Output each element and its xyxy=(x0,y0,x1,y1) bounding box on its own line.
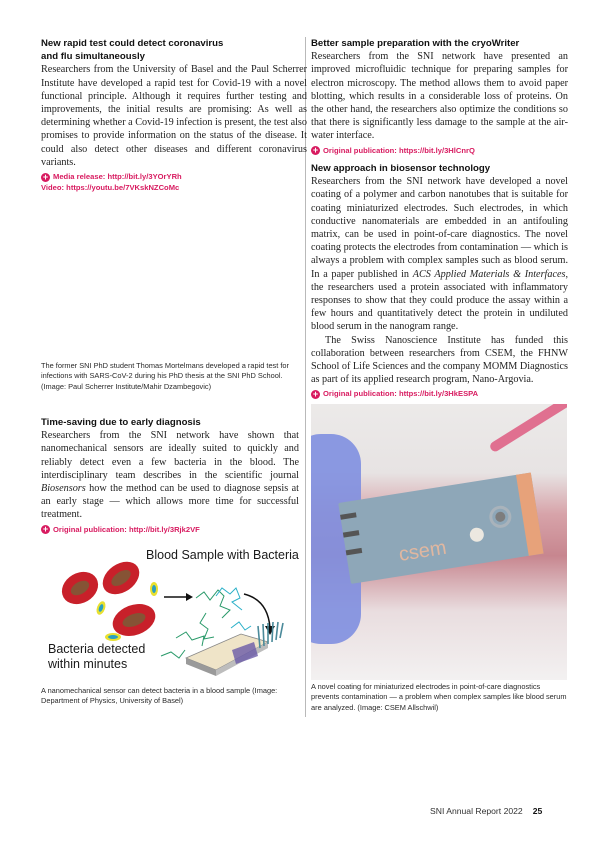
body-text: Researchers from the SNI network have shown that nanomechanical sensors are ideally suited to quickly and reliably detect even a few bacteria in the blood. The interdisciplinary team describes in the scientific journal xyxy=(41,430,299,481)
article-rapid-test xyxy=(41,37,307,193)
title-line-2: and flu simultaneously xyxy=(41,51,145,63)
media-release-link[interactable] xyxy=(41,172,307,183)
article-title: New approach in biosensor technology xyxy=(311,163,491,174)
pipette-tip xyxy=(488,404,567,453)
article-body xyxy=(41,429,299,521)
csem-logo: csem xyxy=(397,536,449,566)
journal-name: Biosensors xyxy=(41,483,86,495)
plus-circle-icon: + xyxy=(312,389,319,400)
electrode-pad xyxy=(469,527,485,543)
video-link[interactable] xyxy=(41,183,307,194)
article-body-2: The Swiss Nanoscience Institute has funded this collaboration between researchers from CSEM, the FHNW School of Life Sciences and the company MOMM Diagnostics as part of its applied research program, Nano-Argovia. xyxy=(311,334,568,386)
diagram-title: Blood Sample with Bacteria xyxy=(146,548,299,562)
article-early-diagnosis xyxy=(41,416,299,535)
body-text: , the researchers used a protein associated with inflammatory responses to show that they could produce the assay within a few hours and quantitatively detect the protein in undiluted blood serum in the nanogram range. xyxy=(311,268,569,333)
body-text: how the method can be used to diagnose sepsis at an early stage — which allows more time for successful treatment. xyxy=(41,483,299,521)
link-text[interactable]: Original publication: https://bit.ly/3HlCnrQ xyxy=(323,145,475,155)
link-text[interactable]: Video: https://youtu.be/7VKskNZCoMc xyxy=(41,182,180,192)
page-footer xyxy=(430,806,542,816)
publication-link[interactable] xyxy=(311,146,568,157)
page-number: 25 xyxy=(532,806,543,816)
publication-link[interactable] xyxy=(41,525,299,536)
plus-circle-icon: + xyxy=(42,524,49,535)
caption-early-diagnosis: A nanomechanical sensor can detect bacteria in a blood sample (Image: Department of Physics, University of Basel) xyxy=(41,686,278,706)
article-cryowriter xyxy=(311,37,568,156)
publication-link[interactable] xyxy=(311,389,568,400)
link-text[interactable]: Original publication: http://bit.ly/3Rjk2VF xyxy=(53,524,200,534)
plus-circle-icon: + xyxy=(42,171,49,182)
right-column xyxy=(311,37,568,156)
article-body: Researchers from the SNI network have presented an improved microfluidic technique for preparing samples for electron microscopy. The method allows them to avoid paper blotting, which results in a considerable loss of proteins. On the other hand, the researchers also optimize the conditions so that there is significantly less damage to the sample at the air-water interface. xyxy=(311,51,568,142)
diagram-subtitle: Bacteria detected within minutes xyxy=(48,642,146,671)
plus-circle-icon: + xyxy=(312,145,319,156)
article-biosensor xyxy=(311,162,568,400)
article-body: Researchers from the University of Basel and the Paul Scherrer Institute have developed a rapid test for Covid-19 with a novel functional principle. Although it requires further testing and improvements, the initial results are promising: As well as determining whether a Covid-19 infection is present, the test also promises to provide information on the status of the disease. It could also detect other diseases and different coronavirus variants. xyxy=(41,64,307,168)
article-title: Time-saving due to early diagnosis xyxy=(41,417,201,428)
curved-arrow xyxy=(244,594,270,628)
article-title xyxy=(41,37,307,63)
electrode-strip xyxy=(338,473,543,584)
report-name: SNI Annual Report 2022 xyxy=(430,806,523,816)
link-text[interactable]: Original publication: https://bit.ly/3HkESPA xyxy=(323,389,479,399)
electrode-photo xyxy=(311,404,567,680)
bacteria-sensor-diagram xyxy=(36,538,301,678)
left-column xyxy=(41,37,307,193)
body-text: Researchers from the SNI network have developed a novel coating of a polymer and carbon nanotubes that is suitable for coating miniaturized electrodes. Such electrodes, in which conductive nanomaterials are embedded in an antifouling matrix, can be used in point-of-care diagnostics. The novel coating protects the electrodes from contamination — which is always a problem with complex samples such as blood serum. In a paper published in xyxy=(311,176,568,280)
journal-name: ACS Applied Materials & Interfaces xyxy=(412,268,566,280)
caption-biosensor: A novel coating for miniaturized electrodes in point-of-care diagnostics prevents contamination — a problem when complex samples like blood serum are analyzed. (Image: CSEM Allschwil) xyxy=(311,682,567,712)
article-body xyxy=(311,175,568,333)
caption-rapid-test: The former SNI PhD student Thomas Mortelmans developed a rapid test for infections with SARS-CoV-2 during his PhD thesis at the SNI PhD School. (Image: Paul Scherrer Institute/Mahir Dzambegovic) xyxy=(41,361,289,391)
photo-rapid-test xyxy=(41,196,301,354)
title-line-1: New rapid test could detect coronavirus xyxy=(41,38,224,49)
link-text[interactable]: Media release: http://bit.ly/3YOrYRh xyxy=(53,172,182,182)
article-title: Better sample preparation with the cryoWriter xyxy=(311,38,520,49)
